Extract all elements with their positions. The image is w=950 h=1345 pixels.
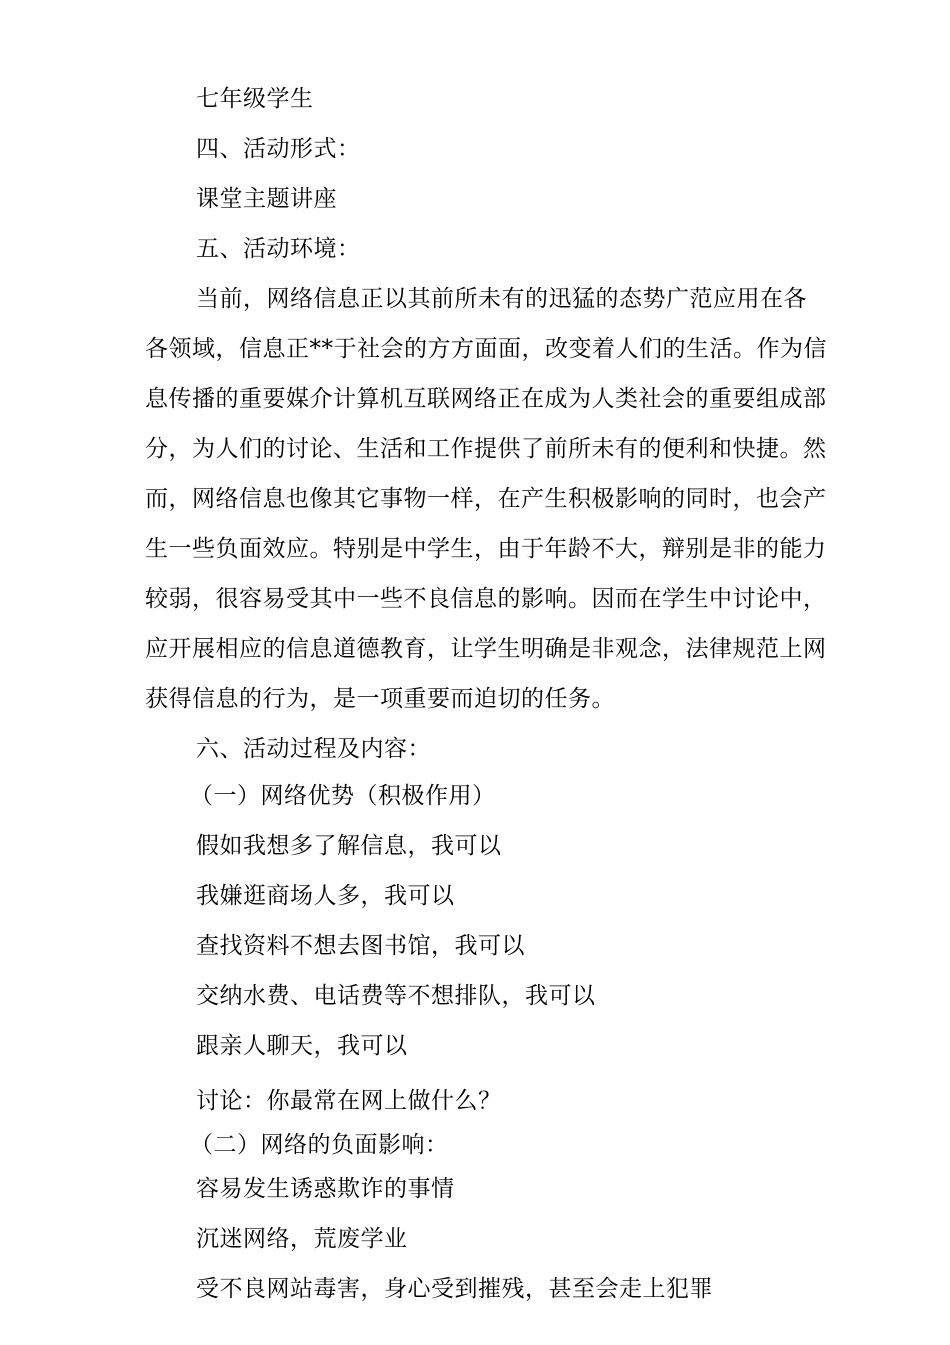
paragraph-line: 分，为人们的讨论、生活和工作提供了前所未有的便利和快捷。然 — [145, 436, 827, 462]
list-item: 查找资料不想去图书馆，我可以 — [196, 933, 525, 959]
list-item: 受不良网站毒害，身心受到摧残，甚至会走上犯罪 — [196, 1276, 713, 1302]
list-item: 容易发生诱惑欺诈的事情 — [196, 1176, 455, 1202]
list-item: 我嫌逛商场人多，我可以 — [196, 883, 455, 909]
paragraph-line: 应开展相应的信息道德教育，让学生明确是非观念，法律规范上网 — [145, 636, 827, 662]
discussion-question: 讨论：你最常在网上做什么？ — [196, 1088, 502, 1114]
section-heading-6: 六、活动过程及内容： — [196, 736, 431, 762]
activity-form-text: 课堂主题讲座 — [196, 186, 337, 212]
list-item: 假如我想多了解信息，我可以 — [196, 833, 502, 859]
paragraph-line: 各领域，信息正**于社会的方方面面，改变着人们的生活。作为信 — [145, 336, 827, 362]
list-item: 沉迷网络，荒废学业 — [196, 1226, 408, 1252]
section-heading-4: 四、活动形式： — [196, 136, 361, 162]
paragraph-line: 而，网络信息也像其它事物一样，在产生积极影响的同时，也会产 — [145, 486, 827, 512]
paragraph-line: 较弱，很容易受其中一些不良信息的影响。因而在学生中讨论中， — [145, 586, 827, 612]
subsection-heading-2: （二）网络的负面影响： — [190, 1132, 449, 1158]
paragraph-line: 息传播的重要媒介计算机互联网络正在成为人类社会的重要组成部 — [145, 386, 827, 412]
subsection-heading-1: （一）网络优势（积极作用） — [190, 783, 496, 809]
list-item: 交纳水费、电话费等不想排队，我可以 — [196, 983, 596, 1009]
section-heading-5: 五、活动环境： — [196, 236, 361, 262]
paragraph-line: 当前，网络信息正以其前所未有的迅猛的态势广范应用在各 — [196, 286, 807, 312]
paragraph-line: 生一些负面效应。特别是中学生，由于年龄不大，辩别是非的能力 — [145, 536, 827, 562]
audience-text: 七年级学生 — [196, 86, 314, 112]
list-item: 跟亲人聊天，我可以 — [196, 1033, 408, 1059]
paragraph-line: 获得信息的行为，是一项重要而迫切的任务。 — [145, 686, 615, 712]
